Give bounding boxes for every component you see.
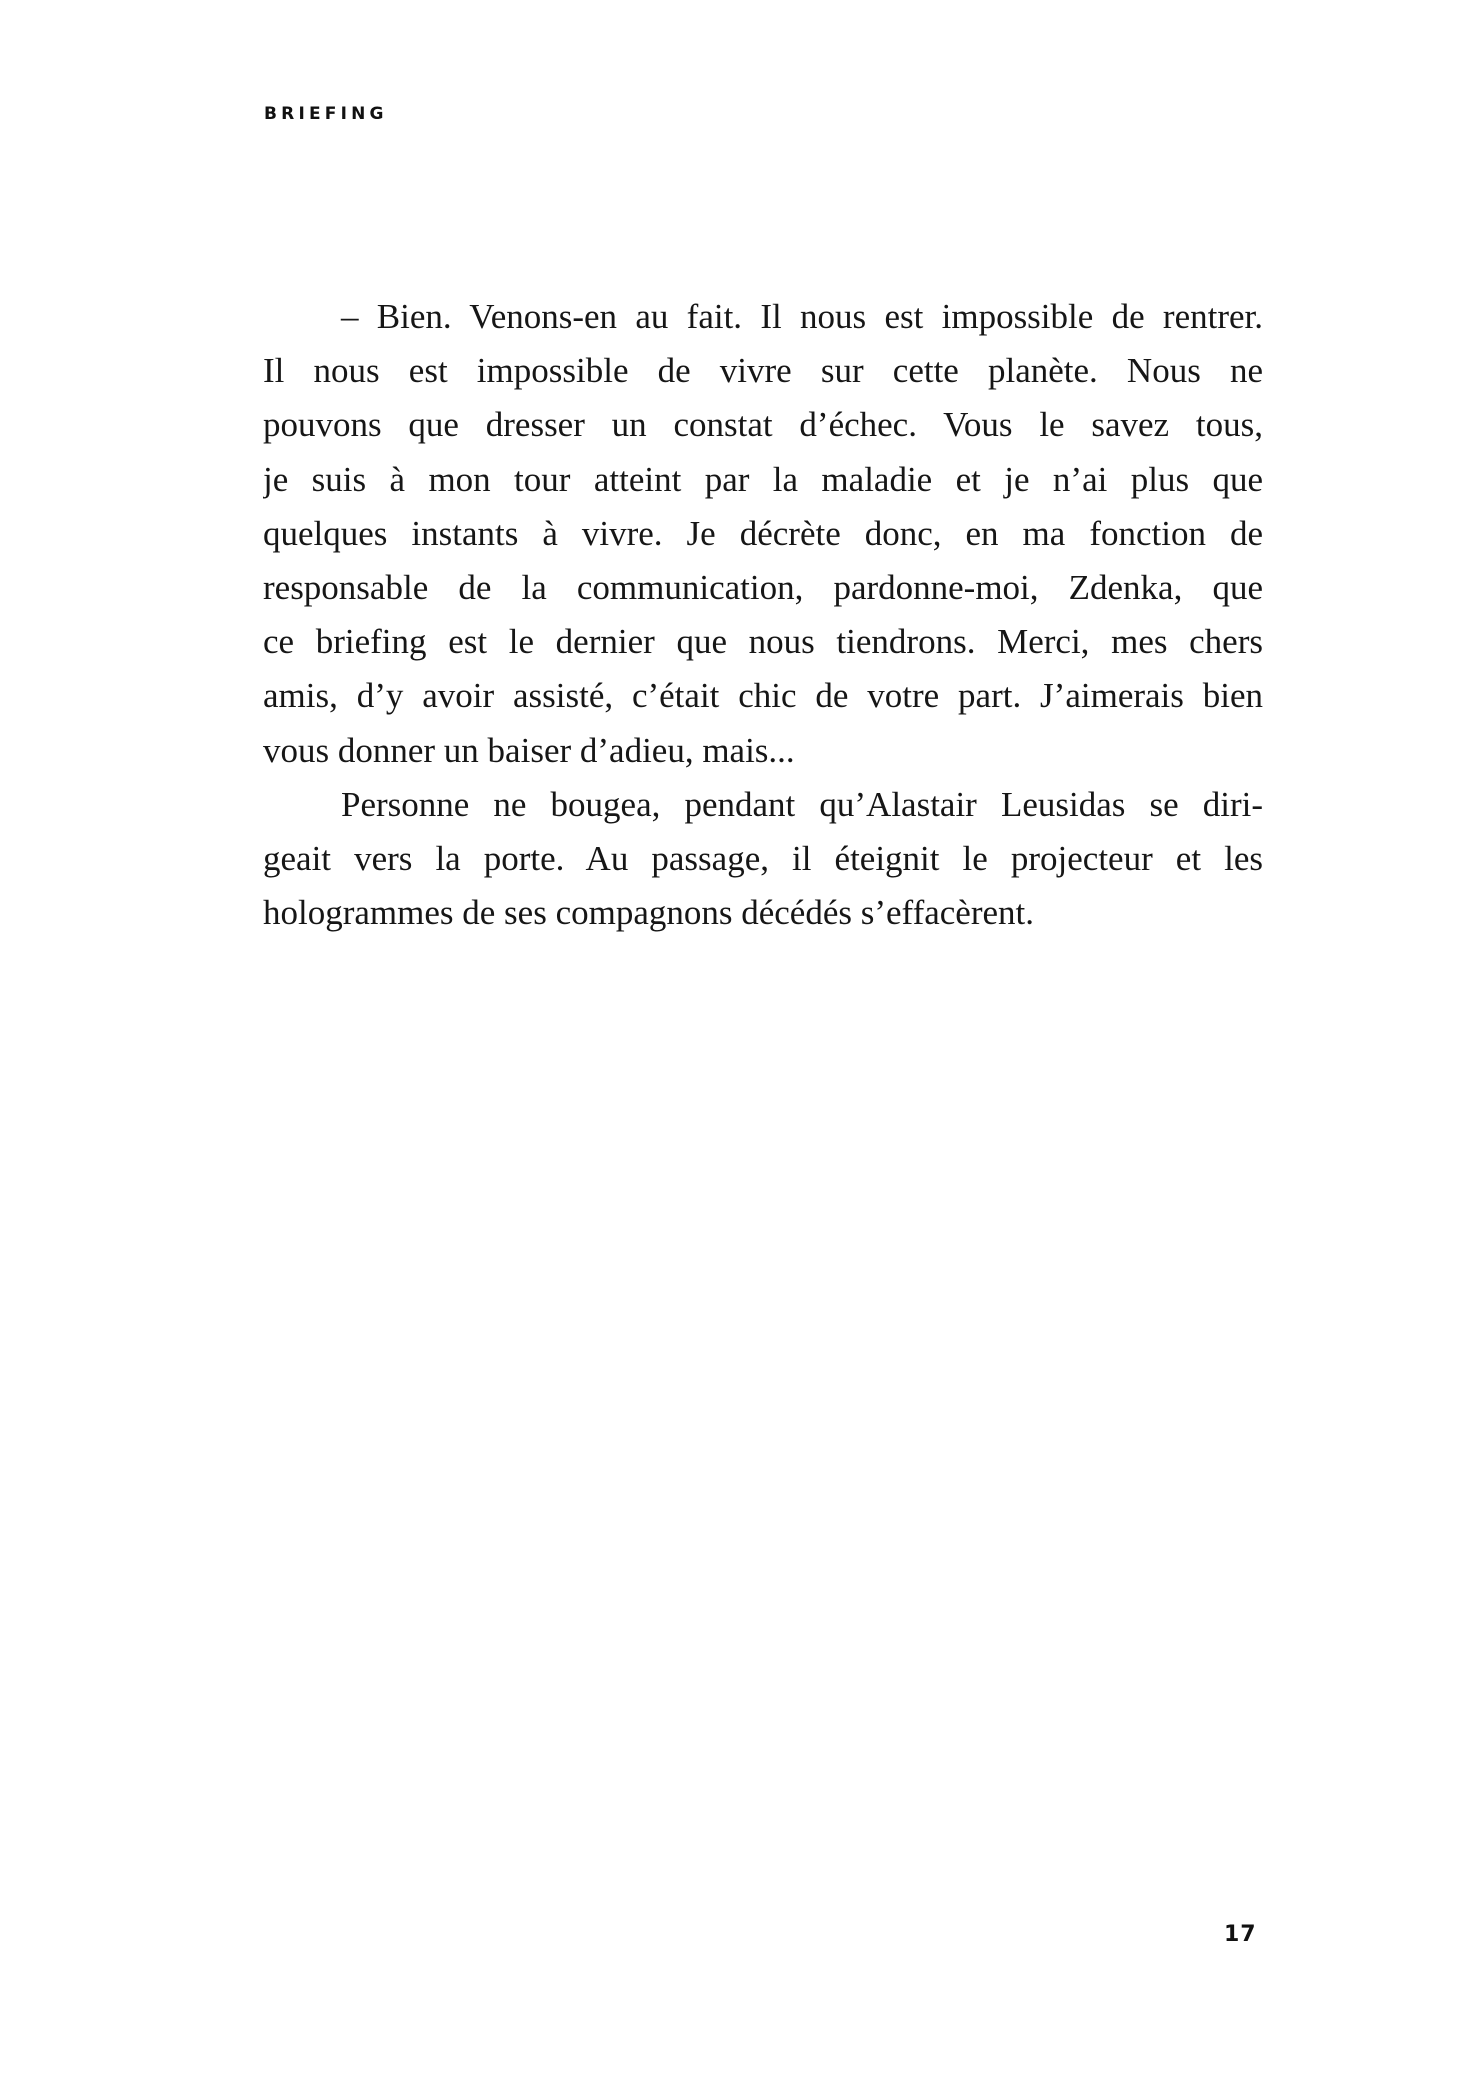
- text-line: Personne ne bougea, pendant qu’Alastair Leusidas se diri-: [341, 784, 1263, 824]
- text-line: responsable de la communication, pardonne-moi, Zdenka, que: [263, 567, 1263, 607]
- running-head: BRIEFING: [264, 104, 388, 124]
- text-line: je suis à mon tour atteint par la maladie et je n’ai plus que: [263, 459, 1263, 499]
- text-line: hologrammes de ses compagnons décédés s’effacèrent.: [263, 893, 1035, 933]
- text-line: amis, d’y avoir assisté, c’était chic de votre part. J’aimerais bien: [263, 676, 1263, 716]
- text-line: geait vers la porte. Au passage, il éteignit le projecteur et les: [263, 838, 1263, 878]
- text-line: ce briefing est le dernier que nous tiendrons. Merci, mes chers: [263, 622, 1263, 662]
- body-text: [263, 290, 1263, 940]
- paragraph-1: [263, 290, 1263, 778]
- text-line: pouvons que dresser un constat d’échec. Vous le savez tous,: [263, 405, 1263, 445]
- text-line: Il nous est impossible de vivre sur cette planète. Nous ne: [263, 351, 1263, 391]
- text-line: vous donner un baiser d’adieu, mais...: [263, 730, 795, 770]
- paragraph-2: [263, 778, 1263, 941]
- text-line: quelques instants à vivre. Je décrète donc, en ma fonction de: [263, 513, 1263, 553]
- text-line: – Bien. Venons-en au fait. Il nous est impossible de rentrer.: [341, 297, 1263, 336]
- page-number: 17: [1224, 1922, 1257, 1947]
